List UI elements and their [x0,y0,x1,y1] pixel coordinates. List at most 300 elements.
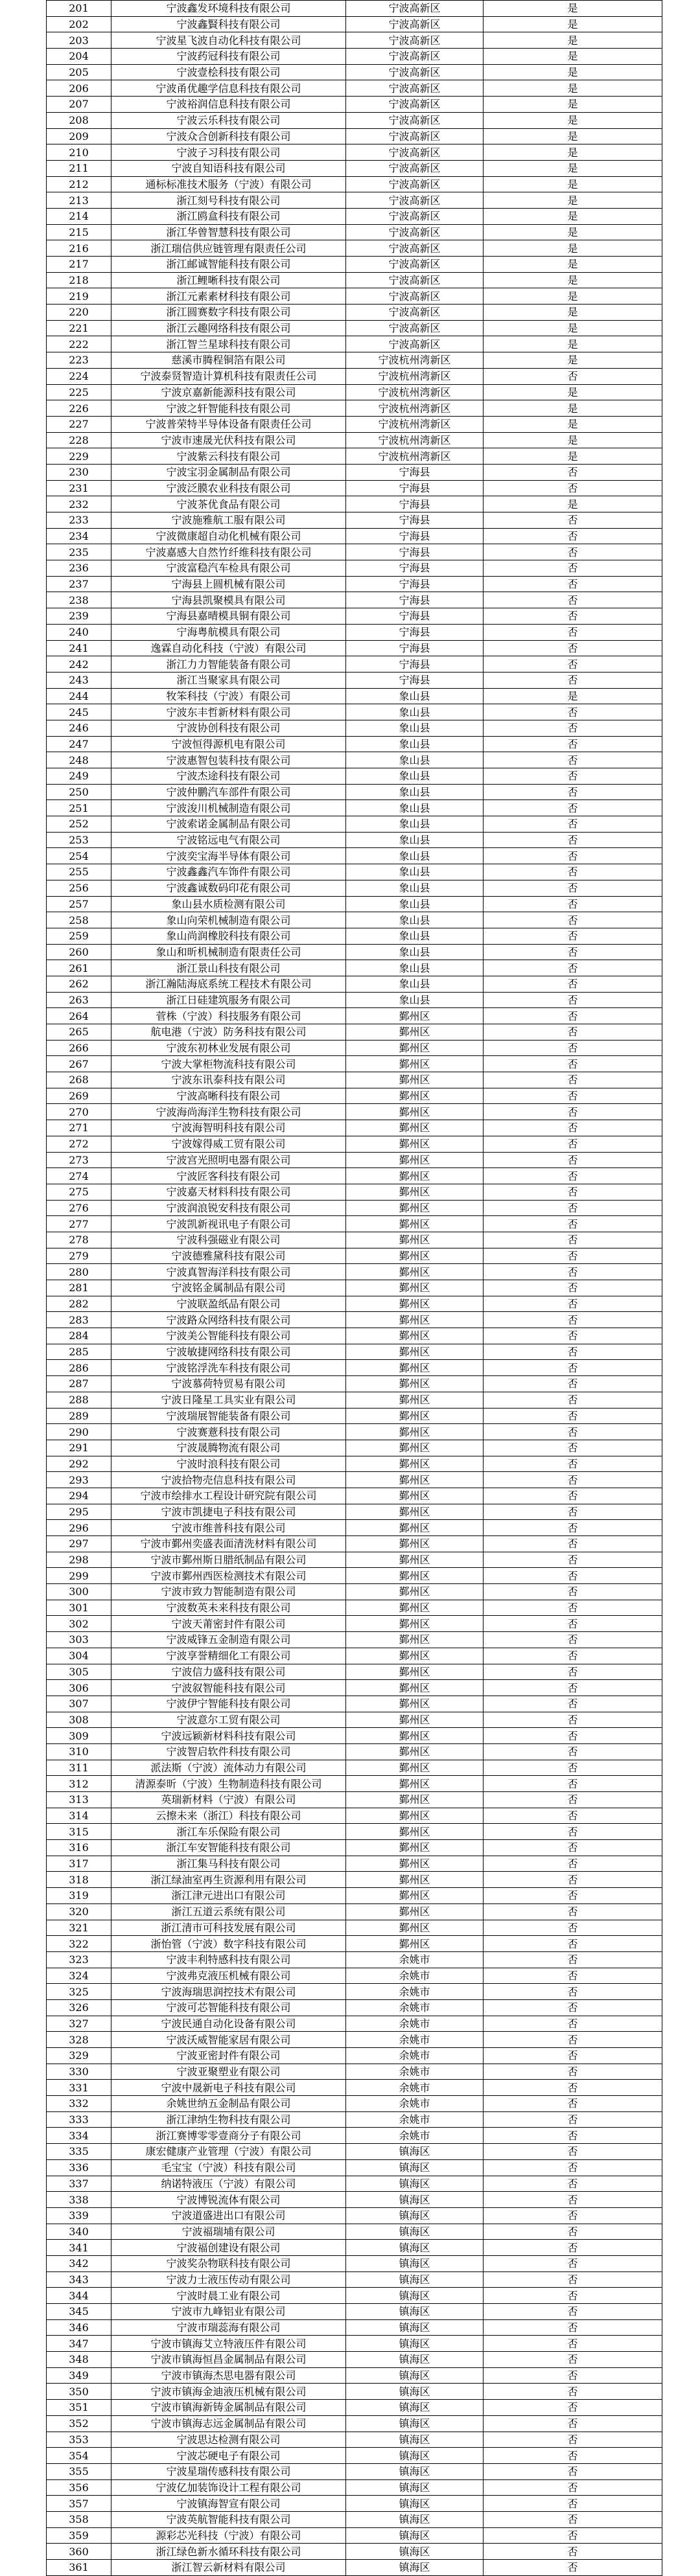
row-number-cell: 321 [47,1920,111,1936]
status-flag-cell: 否 [484,672,662,688]
table-row [47,960,662,976]
status-flag-cell: 否 [484,704,662,720]
table-row [47,352,662,369]
table-row [47,1056,662,1072]
company-name-cell: 宁波鑫鑫汽车饰件有限公司 [111,864,346,880]
status-flag-cell: 是 [484,352,662,369]
table-row [47,144,662,161]
district-cell: 鄞州区 [346,1328,484,1344]
status-flag-cell: 否 [484,752,662,768]
status-flag-cell: 否 [484,656,662,673]
district-cell: 镇海区 [346,2479,484,2496]
company-name-cell: 浙江集马科技有限公司 [111,1856,346,1872]
status-flag-cell: 否 [484,1872,662,1888]
table-row [47,1872,662,1888]
district-cell: 宁海县 [346,672,484,688]
district-cell: 宁海县 [346,560,484,577]
company-name-cell: 浙江智兰星球科技有限公司 [111,336,346,352]
district-cell: 宁波高新区 [346,97,484,113]
district-cell: 宁波高新区 [346,240,484,257]
row-number-cell: 320 [47,1903,111,1920]
row-number-cell: 276 [47,1200,111,1216]
status-flag-cell: 是 [484,272,662,288]
row-number-cell: 285 [47,1344,111,1360]
row-number-cell: 241 [47,640,111,656]
district-cell: 宁海县 [346,464,484,480]
status-flag-cell: 是 [484,49,662,65]
district-cell: 鄞州区 [346,1168,484,1184]
status-flag-cell: 否 [484,992,662,1008]
company-name-cell: 宁波高晰科技有限公司 [111,1088,346,1104]
district-cell: 余姚市 [346,2111,484,2128]
company-name-cell: 浙江力力智能装备有限公司 [111,656,346,673]
status-flag-cell: 否 [484,1136,662,1152]
district-cell: 镇海区 [346,2384,484,2400]
row-number-cell: 207 [47,97,111,113]
status-flag-cell: 否 [484,2016,662,2032]
district-cell: 宁海县 [346,656,484,673]
district-cell: 象山县 [346,960,484,976]
district-cell: 余姚市 [346,1968,484,1984]
status-flag-cell: 否 [484,1328,662,1344]
table-row [47,1264,662,1280]
district-cell: 鄞州区 [346,1616,484,1632]
table-row [47,192,662,209]
district-cell: 宁波高新区 [346,32,484,49]
row-number-cell: 311 [47,1760,111,1776]
table-row [47,656,662,673]
row-number-cell: 293 [47,1472,111,1488]
district-cell: 鄞州区 [346,1072,484,1088]
company-name-cell: 菅株（宁波）科技服务有限公司 [111,1008,346,1024]
company-name-cell: 浙江鲤晰科技有限公司 [111,272,346,288]
company-name-cell: 宁波东丰哲新材料有限公司 [111,704,346,720]
company-name-cell: 浙江鸥盒科技有限公司 [111,208,346,224]
company-name-cell: 宁波茶优食品有限公司 [111,496,346,512]
row-number-cell: 312 [47,1776,111,1792]
row-number-cell: 237 [47,576,111,592]
table-row [47,305,662,321]
row-number-cell: 275 [47,1184,111,1200]
district-cell: 鄞州区 [346,1152,484,1168]
row-number-cell: 244 [47,688,111,704]
row-number-cell: 250 [47,784,111,800]
district-cell: 鄞州区 [346,1536,484,1552]
district-cell: 宁波高新区 [346,80,484,97]
row-number-cell: 355 [47,2463,111,2479]
company-name-cell: 宁波云乐科技有限公司 [111,112,346,128]
district-cell: 镇海区 [346,2544,484,2560]
company-name-cell: 宁波威锋五金制造有限公司 [111,1632,346,1648]
company-name-cell: 宁波市镇海杰思电器有限公司 [111,2367,346,2384]
table-row [47,1,662,17]
table-row [47,928,662,944]
district-cell: 宁波高新区 [346,112,484,128]
company-name-cell: 宁波铭远电气有限公司 [111,832,346,848]
table-row [47,1472,662,1488]
table-row [47,1616,662,1632]
status-flag-cell: 是 [484,448,662,465]
status-flag-cell: 否 [484,784,662,800]
status-flag-cell: 否 [484,1392,662,1408]
company-name-cell: 浙江云趣网络科技有限公司 [111,320,346,336]
district-cell: 鄞州区 [346,1200,484,1216]
row-number-cell: 282 [47,1296,111,1312]
district-cell: 鄞州区 [346,1664,484,1680]
company-name-cell: 毛宝宝（宁波）科技有限公司 [111,2159,346,2176]
district-cell: 宁波高新区 [346,336,484,352]
district-cell: 宁海县 [346,480,484,496]
table-row [47,16,662,32]
status-flag-cell: 否 [484,480,662,496]
company-name-cell: 宁波富稳汽车检具有限公司 [111,560,346,577]
district-cell: 宁波高新区 [346,257,484,273]
table-row [47,2032,662,2048]
company-name-cell: 通标标准技术服务（宁波）有限公司 [111,176,346,192]
table-row [47,1743,662,1760]
row-number-cell: 220 [47,305,111,321]
company-name-cell: 浙江景山科技有限公司 [111,960,346,976]
district-cell: 鄞州区 [346,1232,484,1248]
row-number-cell: 316 [47,1840,111,1856]
status-flag-cell: 否 [484,1200,662,1216]
company-name-cell: 宁波嘉感大自然竹纤维科技有限公司 [111,544,346,560]
district-cell: 鄞州区 [346,1808,484,1824]
status-flag-cell: 否 [484,1936,662,1952]
status-flag-cell: 否 [484,1264,662,1280]
row-number-cell: 278 [47,1232,111,1248]
enterprise-table [46,0,662,2576]
table-row [47,1760,662,1776]
row-number-cell: 212 [47,176,111,192]
table-row [47,2560,662,2576]
status-flag-cell: 否 [484,2096,662,2112]
row-number-cell: 343 [47,2271,111,2288]
row-number-cell: 234 [47,528,111,544]
status-flag-cell: 否 [484,624,662,640]
table-row [47,1392,662,1408]
company-name-cell: 宁波英航智能科技有限公司 [111,2511,346,2527]
status-flag-cell: 否 [484,1248,662,1264]
table-row [47,80,662,97]
table-row [47,2207,662,2224]
company-name-cell: 宁波远颖新材料科技有限公司 [111,1728,346,1744]
row-number-cell: 294 [47,1488,111,1504]
table-row [47,112,662,128]
row-number-cell: 260 [47,944,111,960]
status-flag-cell: 否 [484,1856,662,1872]
company-name-cell: 宁波裕润信息科技有限公司 [111,97,346,113]
row-number-cell: 290 [47,1424,111,1440]
table-row [47,1520,662,1536]
row-number-cell: 305 [47,1664,111,1680]
table-row [47,944,662,960]
row-number-cell: 226 [47,400,111,417]
table-row [47,576,662,592]
table-row [47,2304,662,2320]
row-number-cell: 236 [47,560,111,577]
company-name-cell: 宁波协创科技有限公司 [111,720,346,736]
status-flag-cell: 否 [484,1680,662,1696]
company-name-cell: 宁海县上圆机械有限公司 [111,576,346,592]
table-row [47,528,662,544]
company-name-cell: 浙江瀚陆海底系统工程技术有限公司 [111,976,346,992]
district-cell: 镇海区 [346,2448,484,2464]
row-number-cell: 214 [47,208,111,224]
district-cell: 鄞州区 [346,1040,484,1056]
table-row [47,1552,662,1568]
status-flag-cell: 否 [484,512,662,529]
table-row [47,544,662,560]
district-cell: 象山县 [346,976,484,992]
district-cell: 鄞州区 [346,1456,484,1472]
status-flag-cell: 是 [484,1,662,17]
row-number-cell: 358 [47,2511,111,2527]
row-number-cell: 307 [47,1696,111,1712]
table-row [47,1376,662,1392]
table-row [47,1776,662,1792]
status-flag-cell: 是 [484,336,662,352]
district-cell: 鄞州区 [346,1120,484,1136]
row-number-cell: 325 [47,1984,111,2000]
company-name-cell: 宁波道盛进出口有限公司 [111,2207,346,2224]
row-number-cell: 315 [47,1824,111,1840]
table-row [47,400,662,417]
table-row [47,272,662,288]
table-row [47,1568,662,1584]
status-flag-cell: 否 [484,1120,662,1136]
enterprise-table-body [47,1,662,2576]
status-flag-cell: 否 [484,816,662,833]
district-cell: 余姚市 [346,1951,484,1968]
district-cell: 象山县 [346,752,484,768]
row-number-cell: 203 [47,32,111,49]
status-flag-cell: 否 [484,1088,662,1104]
row-number-cell: 235 [47,544,111,560]
status-flag-cell: 否 [484,1024,662,1041]
company-name-cell: 宁波力士液压传动有限公司 [111,2271,346,2288]
status-flag-cell: 否 [484,1808,662,1824]
table-row [47,2352,662,2368]
district-cell: 鄞州区 [346,1008,484,1024]
district-cell: 鄞州区 [346,1136,484,1152]
company-name-cell: 宁波市瑞蕊海有限公司 [111,2319,346,2336]
row-number-cell: 347 [47,2336,111,2352]
table-row [47,1968,662,1984]
company-name-cell: 宁波意尔工贸有限公司 [111,1712,346,1728]
status-flag-cell: 否 [484,1104,662,1120]
company-name-cell: 宁波伊宁智能科技有限公司 [111,1696,346,1712]
status-flag-cell: 是 [484,416,662,432]
row-number-cell: 297 [47,1536,111,1552]
table-row [47,240,662,257]
company-name-cell: 宁波联盈纸品有限公司 [111,1296,346,1312]
row-number-cell: 221 [47,320,111,336]
row-number-cell: 202 [47,16,111,32]
company-name-cell: 宁波市鄞州西医检测技术有限公司 [111,1568,346,1584]
district-cell: 鄞州区 [346,1024,484,1041]
row-number-cell: 354 [47,2448,111,2464]
status-flag-cell: 是 [484,112,662,128]
company-name-cell: 宁波晟腾物流有限公司 [111,1440,346,1456]
status-flag-cell: 否 [484,2255,662,2271]
district-cell: 余姚市 [346,2096,484,2112]
row-number-cell: 314 [47,1808,111,1824]
company-name-cell: 慈溪市腾程铜箔有限公司 [111,352,346,369]
table-row [47,672,662,688]
status-flag-cell: 否 [484,1008,662,1024]
company-name-cell: 宁波京嘉新能源科技有限公司 [111,384,346,400]
company-name-cell: 宁波嘉天材料科技有限公司 [111,1184,346,1200]
row-number-cell: 331 [47,2080,111,2096]
district-cell: 鄞州区 [346,1472,484,1488]
district-cell: 余姚市 [346,1999,484,2016]
status-flag-cell: 否 [484,1072,662,1088]
status-flag-cell: 否 [484,2271,662,2288]
status-flag-cell: 否 [484,2240,662,2256]
company-name-cell: 宁波壹桧科技有限公司 [111,64,346,80]
district-cell: 余姚市 [346,2128,484,2144]
row-number-cell: 211 [47,160,111,176]
row-number-cell: 324 [47,1968,111,1984]
company-name-cell: 宁波德雅黛科技有限公司 [111,1248,346,1264]
status-flag-cell: 否 [484,2032,662,2048]
status-flag-cell: 是 [484,176,662,192]
status-flag-cell: 否 [484,2319,662,2336]
company-name-cell: 象山和昕机械制造有限责任公司 [111,944,346,960]
company-name-cell: 源彩芯光科技（宁波）有限公司 [111,2527,346,2544]
table-row [47,2415,662,2432]
row-number-cell: 253 [47,832,111,848]
row-number-cell: 319 [47,1888,111,1904]
table-row [47,32,662,49]
company-name-cell: 航电港（宁波）防务科技有限公司 [111,1024,346,1041]
status-flag-cell: 否 [484,912,662,928]
district-cell: 镇海区 [346,2192,484,2208]
table-row [47,1408,662,1424]
company-name-cell: 宁波拾物売信息科技有限公司 [111,1472,346,1488]
company-name-cell: 宁波润浪锐安科技有限公司 [111,1200,346,1216]
company-name-cell: 宁波时浪科技有限公司 [111,1456,346,1472]
company-name-cell: 宁波市鄞州斯日腊纸制品有限公司 [111,1552,346,1568]
status-flag-cell: 否 [484,2080,662,2096]
company-name-cell: 宁波中晟新电子科技有限公司 [111,2080,346,2096]
table-row [47,1951,662,1968]
status-flag-cell: 否 [484,368,662,384]
status-flag-cell: 否 [484,2192,662,2208]
row-number-cell: 205 [47,64,111,80]
table-row [47,880,662,896]
company-name-cell: 宁波自知语科技有限公司 [111,160,346,176]
row-number-cell: 247 [47,736,111,752]
district-cell: 象山县 [346,736,484,752]
row-number-cell: 231 [47,480,111,496]
status-flag-cell: 否 [484,1584,662,1600]
district-cell: 鄞州区 [346,1392,484,1408]
row-number-cell: 301 [47,1600,111,1616]
company-name-cell: 浙江智云新材料有限公司 [111,2560,346,2576]
row-number-cell: 356 [47,2479,111,2496]
table-row [47,1504,662,1520]
row-number-cell: 201 [47,1,111,17]
status-flag-cell: 否 [484,1616,662,1632]
district-cell: 鄞州区 [346,1936,484,1952]
district-cell: 鄞州区 [346,1568,484,1584]
status-flag-cell: 否 [484,1920,662,1936]
district-cell: 象山县 [346,800,484,816]
row-number-cell: 342 [47,2255,111,2271]
status-flag-cell: 否 [484,2400,662,2416]
status-flag-cell: 否 [484,736,662,752]
table-row [47,912,662,928]
row-number-cell: 218 [47,272,111,288]
status-flag-cell: 是 [484,432,662,448]
district-cell: 余姚市 [346,2064,484,2080]
district-cell: 镇海区 [346,2511,484,2527]
row-number-cell: 238 [47,592,111,608]
district-cell: 象山县 [346,832,484,848]
company-name-cell: 宁波微康超自动化机械有限公司 [111,528,346,544]
table-row [47,2319,662,2336]
company-name-cell: 宁波叙智能科技有限公司 [111,1680,346,1696]
row-number-cell: 313 [47,1792,111,1808]
district-cell: 余姚市 [346,1984,484,2000]
table-row [47,1488,662,1504]
district-cell: 宁海县 [346,528,484,544]
status-flag-cell: 否 [484,1280,662,1296]
status-flag-cell: 否 [484,1344,662,1360]
row-number-cell: 263 [47,992,111,1008]
district-cell: 象山县 [346,816,484,833]
row-number-cell: 223 [47,352,111,369]
table-row [47,64,662,80]
row-number-cell: 303 [47,1632,111,1648]
row-number-cell: 308 [47,1712,111,1728]
district-cell: 镇海区 [346,2271,484,2288]
status-flag-cell: 是 [484,496,662,512]
company-name-cell: 浙怡管（宁波）数字科技有限公司 [111,1936,346,1952]
table-row [47,160,662,176]
company-name-cell: 宁波丰利特感科技有限公司 [111,1951,346,1968]
status-flag-cell: 否 [484,1488,662,1504]
district-cell: 镇海区 [346,2319,484,2336]
table-row [47,2240,662,2256]
district-cell: 镇海区 [346,2240,484,2256]
status-flag-cell: 是 [484,320,662,336]
row-number-cell: 281 [47,1280,111,1296]
status-flag-cell: 否 [484,2304,662,2320]
company-name-cell: 宁波智启软件科技有限公司 [111,1743,346,1760]
district-cell: 余姚市 [346,2032,484,2048]
row-number-cell: 262 [47,976,111,992]
district-cell: 鄞州区 [346,1104,484,1120]
row-number-cell: 349 [47,2367,111,2384]
table-row [47,1280,662,1296]
table-row [47,1344,662,1360]
row-number-cell: 351 [47,2400,111,2416]
status-flag-cell: 否 [484,800,662,816]
row-number-cell: 280 [47,1264,111,1280]
district-cell: 宁海县 [346,608,484,625]
district-cell: 宁波高新区 [346,305,484,321]
status-flag-cell: 否 [484,1968,662,1984]
row-number-cell: 225 [47,384,111,400]
table-row [47,1712,662,1728]
status-flag-cell: 否 [484,2064,662,2080]
row-number-cell: 340 [47,2224,111,2240]
status-flag-cell: 否 [484,2111,662,2128]
company-name-cell: 宁波市维普科技有限公司 [111,1520,346,1536]
